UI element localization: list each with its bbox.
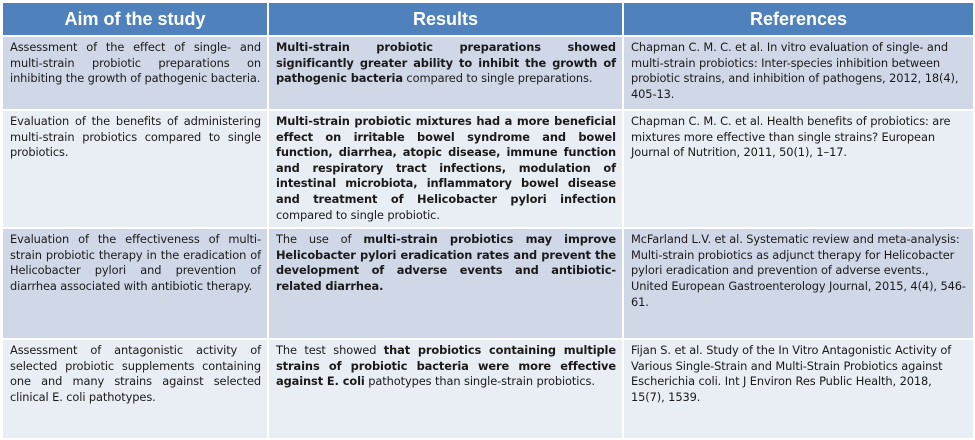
results-cell [268,339,623,439]
reference-cell: Fijan S. et al. Study of the In Vitro Antagonistic Activity of Various Single-Strain and Multi-Strain Probiotics against Escherichia coli. Int J Environ Res Public Health, 2018, 15(7), 1539. [623,339,974,439]
reference-cell: Chapman C. M. C. et al. In vitro evaluation of single- and multi-strain probiotics: Inter-species inhibition between probiotic strains, and inhibition of pathogens, 2012, 18(4), 405-13. [623,36,974,110]
results-bold-text: Multi-strain probiotic mixtures had a more beneficial effect on irritable bowel syndrome and bowel function, diarrhea, atopic disease, immune function and respiratory tract infections, modulation of intestinal microbiota, inflammatory bowel disease and treatment of Helicobacter pylori infection [276,114,616,206]
header-results: Results [268,2,623,36]
results-cell [268,36,623,110]
table-row [2,228,974,339]
studies-table [1,1,975,440]
results-text: pathotypes than single-strain probiotics. [364,374,595,389]
results-text: compared to single preparations. [402,71,593,86]
table-header-row [2,2,974,36]
aim-cell: Assessment of the effect of single- and multi-strain probiotic preparations on inhibiting the growth of pathogenic bacteria. [2,36,268,110]
table-row [2,110,974,228]
results-cell [268,110,623,228]
results-bold-text: Multi-strain probiotic preparations showed significantly greater ability to inhibit the growth of pathogenic bacteria [276,40,616,86]
aim-cell: Evaluation of the benefits of administering multi-strain probiotics compared to single probiotics. [2,110,268,228]
reference-cell: Chapman C. M. C. et al. Health benefits of probiotics: are mixtures more effective than single strains? European Journal of Nutrition, 2011, 50(1), 1–17. [623,110,974,228]
table-row [2,36,974,110]
results-text: compared to single probiotic. [276,207,440,222]
header-references: References [623,2,974,36]
results-bold-text: that probiotics containing multiple strains of probiotic bacteria were more effective against E. coli [276,343,616,389]
results-bold-text: multi-strain probiotics may improve Helicobacter pylori eradication rates and prevent the development of adverse events and antibiotic-related diarrhea. [276,232,616,293]
results-text: The test showed [276,343,384,358]
results-text: The use of [276,232,364,247]
aim-cell: Evaluation of the effectiveness of multi-strain probiotic therapy in the eradication of Helicobacter pylori and prevention of diarrhea associated with antibiotic therapy. [2,228,268,339]
results-cell [268,228,623,339]
table-row [2,339,974,439]
aim-cell: Assessment of antagonistic activity of selected probiotic supplements containing one and many strains against selected clinical E. coli pathotypes. [2,339,268,439]
header-aim: Aim of the study [2,2,268,36]
reference-cell: McFarland L.V. et al. Systematic review and meta-analysis: Multi-strain probiotics as adjunct therapy for Helicobacter pylori eradication and prevention of adverse events., United European Gastroenterology Journal, 2015, 4(4), 546-61. [623,228,974,339]
